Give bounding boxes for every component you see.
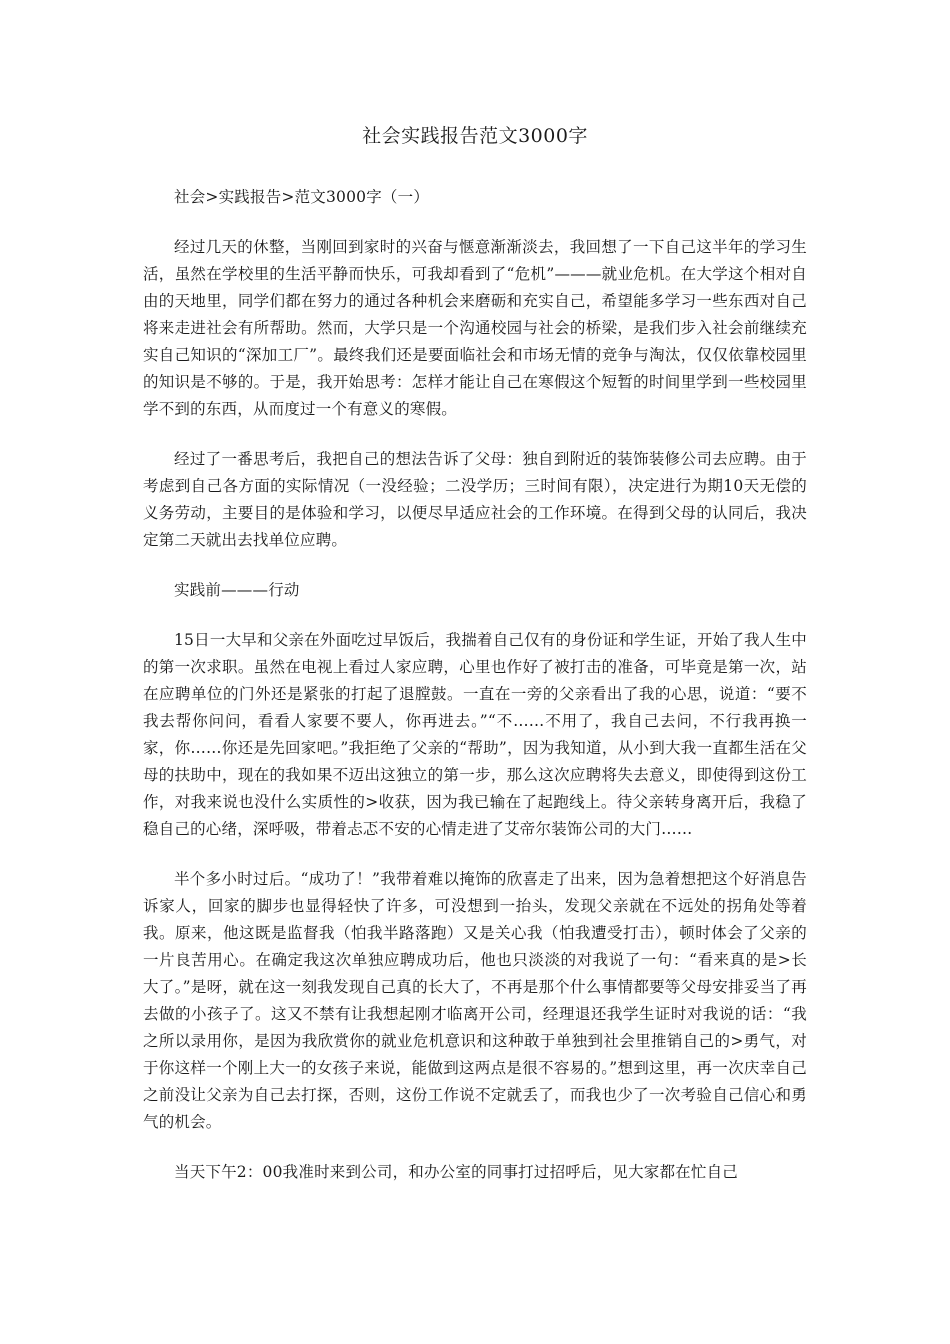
paragraph: 经过了一番思考后，我把自己的想法告诉了父母：独自到附近的装饰装修公司去应聘。由于考虑到自己各方面的实际情况（一没经验；二没学历；三时间有限），决定进行为期10天无偿的义务劳动，主要目的是体验和学习，以便尽早适应社会的工作环境。在得到父母的认同后，我决定第二天就出去找单位应聘。 <box>143 450 807 549</box>
section-heading: 社会>实践报告>范文3000字（一） <box>174 188 430 206</box>
subsection-heading: 实践前———行动 <box>174 581 300 599</box>
paragraph: 半个多小时过后。“成功了！”我带着难以掩饰的欣喜走了出来，因为急着想把这个好消息告诉家人，回家的脚步也显得轻快了许多，可没想到一抬头，发现父亲就在不远处的拐角处等着我。原来，他这既是监督我（怕我半路落跑）又是关心我（怕我遭受打击），顿时体会了父亲的一片良苦用心。在确定我这次单独应聘成功后，他也只淡淡的对我说了一句：“看来真的是>长大了。”是呀，就在这一刻我发现自己真的长大了，不再是那个什么事情都要等父母安排妥当了再去做的小孩子了。这又不禁有让我想起刚才临离开公司，经理退还我学生证时对我说的话：“我之所以录用你，是因为我欣赏你的就业危机意识和这种敢于单独到社会里推销自己的>勇气，对于你这样一个刚上大一的女孩子来说，能做到这两点是很不容易的。”想到这里，再一次庆幸自己之前没让父亲为自己去打探，否则，这份工作说不定就丢了，而我也少了一次考验自己信心和勇气的机会。 <box>143 870 807 1131</box>
paragraph: 经过几天的休整，当刚回到家时的兴奋与惬意渐渐淡去，我回想了一下自己这半年的学习生活，虽然在学校里的生活平静而快乐，可我却看到了“危机”———就业危机。在大学这个相对自由的天地里，同学们都在努力的通过各种机会来磨砺和充实自己，希望能多学习一些东西对自己将来走进社会有所帮助。然而，大学只是一个沟通校园与社会的桥梁，是我们步入社会前继续充实自己知识的“深加工厂”。最终我们还是要面临社会和市场无情的竞争与淘汰，仅仅依靠校园里的知识是不够的。于是，我开始思考：怎样才能让自己在寒假这个短暂的时间里学到一些校园里学不到的东西，从而度过一个有意义的寒假。 <box>143 238 807 418</box>
paragraph: 15日一大早和父亲在外面吃过早饭后，我揣着自己仅有的身份证和学生证，开始了我人生中的第一次求职。虽然在电视上看过人家应聘，心里也作好了被打击的准备，可毕竟是第一次，站在应聘单位的门外还是紧张的打起了退膛鼓。一直在一旁的父亲看出了我的心思，说道：“要不我去帮你问问，看看人家要不要人，你再进去。”“不……不用了，我自己去问，不行我再换一家，你……你还是先回家吧。”我拒绝了父亲的“帮助”，因为我知道，从小到大我一直都生活在父母的扶助中，现在的我如果不迈出这独立的第一步，那么这次应聘将失去意义，即使得到这份工作，对我来说也没什么实质性的>收获，因为我已输在了起跑线上。待父亲转身离开后，我稳了稳自己的心绪，深呼吸，带着忐忑不安的心情走进了艾帝尔装饰公司的大门…… <box>143 631 807 838</box>
paragraph: 当天下午2：00我准时来到公司，和办公室的同事打过招呼后，见大家都在忙自己 <box>174 1163 738 1181</box>
document-title: 社会实践报告范文3000字 <box>362 125 588 147</box>
document-body <box>143 184 807 1209</box>
